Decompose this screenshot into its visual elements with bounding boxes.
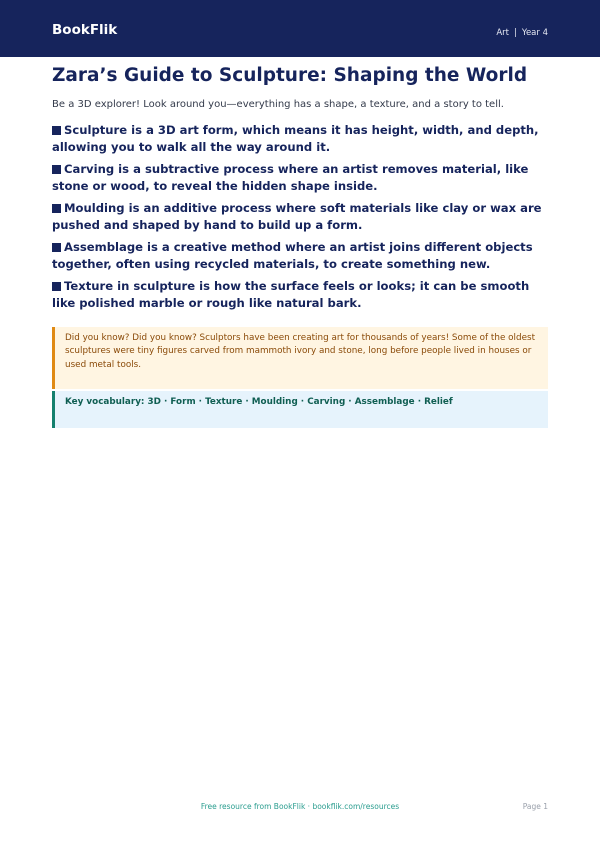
fact-list — [52, 122, 552, 317]
brand-logo[interactable]: BookFlik — [52, 22, 118, 38]
subject-label: Art — [496, 28, 510, 38]
year-label: Year 4 — [521, 28, 548, 38]
list-item-text: Carving is a subtractive process where an artist removes material, like stone or wood, to reveal the hidden shape inside. — [52, 162, 529, 193]
square-bullet-icon — [52, 282, 61, 291]
square-bullet-icon — [52, 165, 61, 174]
meta-separator: | — [514, 28, 517, 38]
list-item-text: Sculpture is a 3D art form, which means it has height, width, and depth, allowing you to walk all the way around it. — [52, 123, 539, 154]
list-item-text: Texture in sculpture is how the surface feels or looks; it can be smooth like polished marble or rough like natural bark. — [52, 279, 530, 310]
page-number: Page 1 — [522, 802, 548, 811]
list-item — [52, 200, 552, 234]
list-item — [52, 122, 552, 156]
intro-text: Be a 3D explorer! Look around you—everything has a shape, a texture, and a story to tell. — [52, 99, 504, 110]
subject-year-label — [496, 27, 548, 39]
square-bullet-icon — [52, 126, 61, 135]
list-item-text: Assemblage is a creative method where an artist joins different objects together, often using recycled materials, to create something new. — [52, 240, 533, 271]
square-bullet-icon — [52, 243, 61, 252]
key-vocabulary-box: Key vocabulary: 3D · Form · Texture · Moulding · Carving · Assemblage · Relief — [52, 391, 548, 428]
page-title: Zara’s Guide to Sculpture: Shaping the World — [52, 65, 528, 86]
square-bullet-icon — [52, 204, 61, 213]
list-item-text: Moulding is an additive process where soft materials like clay or wax are pushed and shaped by hand to build up a form. — [52, 201, 542, 232]
list-item — [52, 239, 552, 273]
header-bar — [0, 0, 600, 57]
list-item — [52, 278, 552, 312]
did-you-know-box: Did you know? Did you know? Sculptors have been creating art for thousands of years! Some of the oldest sculptures were tiny figures carved from mammoth ivory and stone, long before people lived in houses or used metal tools. — [52, 327, 548, 389]
list-item — [52, 161, 552, 195]
footer-link[interactable]: Free resource from BookFlik · bookflik.com/resources — [200, 802, 400, 811]
